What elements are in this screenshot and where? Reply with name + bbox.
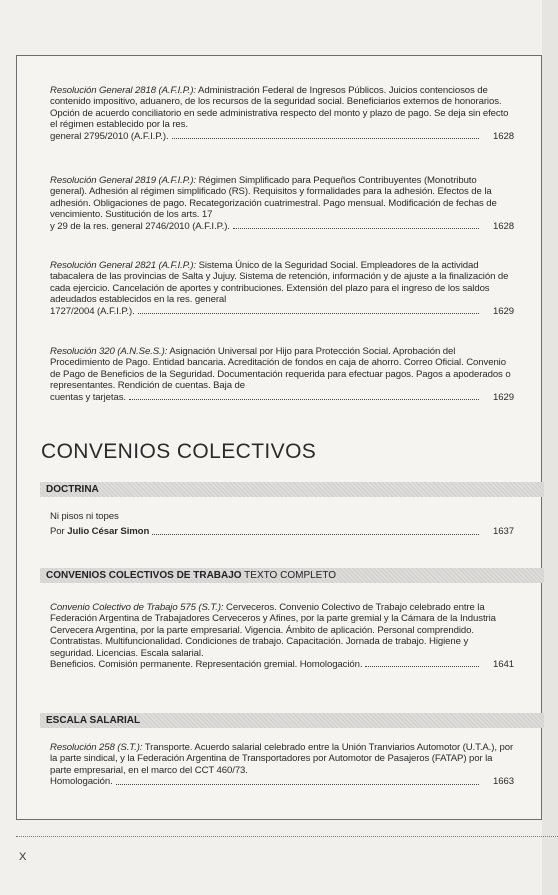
page-number: 1628 [493, 220, 514, 232]
entry-paragraph [50, 346, 514, 392]
dot-leader [152, 534, 479, 535]
entry-paragraph [50, 742, 514, 776]
entry-description-end: y 29 de la res. general 2746/2010 (A.F.I.P.). [50, 220, 230, 232]
escala-band-label: ESCALA SALARIAL [46, 715, 141, 726]
entry-description: Régimen Simplificado para Pequeños Contribuyentes (Monotributo general). Adhesión al régimen simplificado (RS). Requisitos y formalidades para la adhesión. Efectos de la adhesión. Obligaciones de pago. Recategorización cuatrimestral. Pago mensual. Modificación de fechas de vencimiento. Sustitución de los arts. 17 [50, 175, 497, 221]
entry-leader-line [50, 526, 514, 537]
index-entry [50, 346, 514, 403]
entry-reference: Resolución 258 (S.T.): [50, 742, 143, 753]
doctrina-band-label: DOCTRINA [46, 484, 99, 495]
entry-paragraph [50, 85, 514, 131]
entry-description-end: Homologación. [50, 776, 113, 788]
page-number: 1641 [493, 659, 514, 671]
page-number: 1629 [493, 305, 514, 317]
cct-band-label: CONVENIOS COLECTIVOS DE TRABAJO [46, 570, 242, 581]
entry-leader-line [50, 306, 514, 317]
page-number: 1637 [493, 526, 514, 538]
entry-description-end: 1727/2004 (A.F.I.P.). [50, 305, 135, 317]
author-name: Julio César Simon [67, 526, 150, 538]
index-entry [50, 742, 514, 788]
entry-description-end: Beneficios. Comisión permanente. Representación gremial. Homologación. [50, 659, 363, 671]
adjacent-page-edge [542, 0, 558, 895]
entry-description: Transporte. Acuerdo salarial celebrado entre la Unión Tranviarios Automotor (U.T.A.), por la parte sindical, y la Federación Argentina de Transportadores por Automotor de Pasajeros (FATAP) por la parte empresarial, en el marco del CCT 460/73. [50, 742, 514, 776]
entry-description: Asignación Universal por Hijo para Protección Social. Aprobación del Procedimiento de Pago. Entidad bancaria. Acreditación de fondos en caja de ahorro. Correo Oficial. Convenio de Pago de Beneficios de la Seguridad. Documentación requerida para efectuar pagos. Pagos a apoderados o representantes. Rendición de cuentas. Baja de [50, 346, 511, 392]
entry-description: Administración Federal de Ingresos Públicos. Juicios contenciosos de contenido impositivo, aduanero, de los recursos de la seguridad social. Beneficiarios externos de honorarios. Opción de acuerdo conciliatorio en sede administrativa respecto del monto y plazo de pago. Se deja sin efecto el régimen establecido por la res. [50, 85, 509, 131]
entry-description: Sistema Único de la Seguridad Social. Empleadores de la actividad tabacalera de las provincias de Salta y Jujuy. Sistema de retención, información y de ajuste a la finalización de cada ejercicio. Cancelación de aportes y contribuciones. Extensión del plazo para el ingreso de los saldos adeudados establecidos en la res. general [50, 260, 509, 306]
entry-reference: Resolución General 2821 (A.F.I.P.): [50, 260, 196, 271]
section-title: CONVENIOS COLECTIVOS [41, 440, 317, 463]
entry-description-end: cuentas y tarjetas. [50, 391, 126, 403]
cct-band [40, 568, 544, 583]
page-number: 1628 [493, 130, 514, 142]
entry-paragraph [50, 602, 514, 659]
entry-paragraph [50, 175, 514, 221]
index-entry [50, 85, 514, 142]
index-entry [50, 260, 514, 317]
doctrina-entry [50, 511, 514, 538]
index-entry [50, 602, 514, 670]
content-frame [16, 55, 542, 820]
doctrina-author-line [50, 526, 149, 537]
doctrina-band [40, 482, 544, 497]
entry-description-end: general 2795/2010 (A.F.I.P.). [50, 130, 169, 142]
cct-band-suffix: TEXTO COMPLETO [241, 570, 337, 581]
entry-reference: Resolución General 2818 (A.F.I.P.): [50, 85, 196, 96]
dot-leader [116, 784, 479, 785]
dot-leader [129, 399, 479, 400]
doctrina-title: Ni pisos ni topes [50, 511, 119, 522]
entry-reference: Convenio Colectivo de Trabajo 575 (S.T.): [50, 602, 224, 613]
page-number: 1663 [493, 776, 514, 788]
dot-leader [138, 313, 479, 314]
escala-band [40, 713, 544, 728]
entry-leader-line [50, 221, 514, 232]
entry-leader-line [50, 392, 514, 403]
index-entry [50, 175, 514, 232]
entry-leader-line [50, 131, 514, 142]
page-folio: X [19, 851, 27, 863]
dot-leader [172, 138, 480, 139]
entry-paragraph [50, 260, 514, 306]
by-prefix: Por [50, 526, 68, 538]
entry-leader-line [50, 776, 514, 787]
entry-description: Cerveceros. Convenio Colectivo de Trabajo celebrado entre la Federación Argentina de Trabajadores Cerveceros y Afines, por la parte gremial y la Cámara de la Industria Cervecera Argentina, por la parte empresarial. Vigencia. Ámbito de aplicación. Personal comprendido. Contratistas. Multifuncionalidad. Condiciones de trabajo. Capacitación. Jornada de trabajo. Higiene y seguridad. Licencias. Escala salarial. [50, 602, 496, 659]
entry-reference: Resolución General 2819 (A.F.I.P.): [50, 175, 196, 186]
entry-leader-line [50, 659, 514, 670]
footer-dotted-rule [16, 836, 558, 837]
entry-reference: Resolución 320 (A.N.Se.S.): [50, 346, 168, 357]
dot-leader [365, 666, 479, 667]
dot-leader [233, 228, 479, 229]
page-number: 1629 [493, 391, 514, 403]
